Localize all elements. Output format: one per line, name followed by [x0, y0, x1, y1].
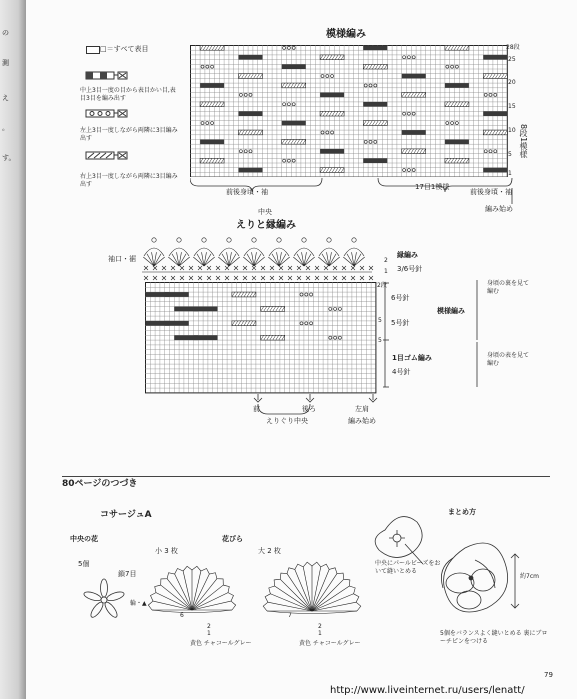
collar-label-front: 前 — [253, 405, 260, 413]
stitch-symbol — [200, 83, 224, 88]
petals-large: 大 2 枚 — [258, 547, 281, 555]
pattern-label-body-left: 前後身頃・袖 — [226, 188, 268, 196]
assembly-note-1: 中央にパールビーズをおいて縫いとめる — [375, 560, 441, 575]
stitch-symbol — [402, 74, 426, 79]
stitch-symbol — [402, 130, 426, 135]
large-num-2: 2 — [318, 623, 322, 630]
stitch-symbol — [200, 140, 224, 145]
stitch-symbol — [483, 55, 507, 60]
stitch-symbol — [282, 140, 306, 145]
stitch-symbol — [445, 158, 469, 163]
stitch-symbol — [261, 307, 285, 312]
legend-text-left-3: 左上3目一度しながら両隣に3目編み出す — [80, 127, 178, 142]
petal-fan-stitches — [148, 566, 235, 612]
center-flower-count: 5個 — [78, 560, 90, 568]
pattern-label-center: 中央 — [258, 208, 272, 216]
chain-label: 鎖7目 — [118, 570, 137, 578]
size-label: 約7cm — [520, 573, 539, 580]
pattern-side-note: 8段1模様 — [519, 124, 528, 159]
row-label-1: 1 — [508, 170, 512, 177]
small-num-2: 2 — [207, 623, 211, 630]
stitch-symbol — [445, 83, 469, 88]
row-mark-5a: 5 — [378, 317, 382, 324]
stitch-symbol — [232, 292, 256, 297]
row-mark-5b: 5 — [378, 337, 382, 344]
yarn-small: 黄色 チャコールグレー — [190, 640, 252, 647]
stitch-symbol — [282, 83, 306, 88]
stitch-symbol — [282, 64, 306, 69]
yarn-large: 黄色 チャコールグレー — [299, 640, 361, 647]
stitch-symbol — [445, 140, 469, 145]
crochet-edge-chart — [140, 236, 380, 282]
pattern-label-start: 編み始め — [485, 205, 513, 213]
source-url[interactable]: http://www.liveinternet.ru/users/lenatt/ — [330, 685, 525, 696]
stitch-symbol — [320, 93, 344, 98]
stitch-symbol — [320, 149, 344, 154]
rib-needle: 4号針 — [392, 368, 411, 376]
collar-label-back: 後ろ — [302, 405, 316, 413]
edge-needle: 3/6号針 — [397, 265, 423, 273]
gutter-char: す。 — [2, 154, 16, 162]
crochet-edge-stitches — [142, 238, 373, 280]
large-num-1: 1 — [318, 630, 322, 637]
row-label-25: 25 — [508, 56, 516, 63]
pattern-chart-grid — [190, 45, 508, 177]
small-num-6: 6 — [180, 612, 184, 619]
stitch-symbol — [282, 121, 306, 126]
edge-title: 縁編み — [397, 251, 418, 259]
stitch-symbol — [239, 130, 263, 135]
edge-mark-2: 2 — [384, 257, 388, 264]
row-mark-2: 2段 — [377, 282, 387, 289]
center-flower-title: 中央の花 — [70, 535, 98, 543]
stitch-symbol — [363, 102, 387, 107]
gutter-char: 測 — [2, 59, 9, 67]
stitch-symbol — [200, 46, 224, 51]
petals-title: 花びら — [222, 535, 243, 543]
stitch-symbol — [402, 93, 426, 98]
legend-text-right-3: 右上3目一度しながら両隣に3目編み出す — [80, 173, 178, 188]
legend-text-plain: □＝すべて表目 — [100, 45, 149, 53]
stitch-symbol — [483, 111, 507, 116]
collar-chart-grid — [145, 282, 377, 394]
petal-large-diagram — [262, 553, 362, 618]
stitch-symbol — [239, 74, 263, 79]
pattern-label-repeat: 17目1模様 — [415, 183, 450, 191]
collar-left-label: 袖口・裾 — [108, 255, 136, 263]
side-note-front: 身頃の表を見て編む — [487, 352, 530, 367]
stitch-symbol — [445, 102, 469, 107]
collar-label-neck-center: えりぐり中央 — [266, 417, 308, 425]
stitch-symbol — [174, 335, 198, 340]
stitch-symbol — [174, 307, 198, 312]
needle-5: 5号針 — [391, 319, 410, 327]
stitch-symbol — [146, 321, 170, 326]
binding-gutter — [0, 0, 26, 699]
stitch-symbol — [445, 46, 469, 51]
small-num-1: 1 — [207, 630, 211, 637]
stitch-symbol — [239, 168, 263, 173]
stitch-symbol — [320, 168, 344, 173]
stitch-symbol — [261, 335, 285, 340]
page-number: 79 — [544, 671, 553, 679]
row-label-10: 10 — [508, 127, 516, 134]
corsage-title: コサージュA — [100, 510, 152, 520]
gutter-char: え — [2, 94, 9, 102]
stitch-symbol — [363, 121, 387, 126]
stitch-symbol — [200, 102, 224, 107]
petal-fan-stitches — [263, 562, 361, 613]
stitch-symbol — [239, 111, 263, 116]
rib-label: 1目ゴム編み — [392, 354, 432, 362]
legend-box-plain — [86, 46, 100, 54]
stitch-symbol — [483, 130, 507, 135]
collar-bottom-arrows — [150, 392, 390, 432]
petal-small-diagram — [145, 558, 240, 618]
row-label-15: 15 — [508, 103, 516, 110]
pattern-label-body-right: 前後身頃・袖 — [470, 188, 512, 196]
stitch-symbol — [320, 55, 344, 60]
stitch-symbol — [402, 149, 426, 154]
pattern-title: 模様編み — [326, 29, 366, 40]
assembly-title: まとめ方 — [448, 508, 476, 516]
stitch-symbol — [320, 111, 344, 116]
assembly-note-2: 5個をバランスよく縫いとめる 裏にブローチピンをつける — [440, 630, 548, 645]
stitch-symbol — [483, 74, 507, 79]
collar-pattern-label: 模様編み — [437, 307, 465, 315]
edge-mark-1: 1 — [384, 268, 388, 275]
stitch-symbol — [363, 158, 387, 163]
side-note-back: 身頃の裏を見て編む — [487, 280, 530, 295]
collar-label-left-shoulder: 左肩 — [355, 405, 369, 413]
row-label-20: 20 — [508, 79, 516, 86]
center-flower-diagram — [80, 578, 130, 623]
needle-6: 6号針 — [391, 294, 410, 302]
stitch-symbol — [232, 321, 256, 326]
section-divider — [62, 476, 550, 477]
row-label-28: 28段 — [506, 44, 520, 51]
legend-text-center-3: 中上3目一度の目から表目かい目,表目3目を編み出す — [80, 87, 176, 102]
stitch-symbol — [146, 292, 170, 297]
stitch-symbol — [363, 64, 387, 69]
stitch-symbol — [483, 168, 507, 173]
stitch-symbol — [239, 55, 263, 60]
large-num-7: 7 — [288, 612, 292, 619]
continuation-title: 80ページのつづき — [62, 479, 138, 489]
stitch-symbol — [200, 158, 224, 163]
collar-label-start: 編み始め — [348, 417, 376, 425]
gutter-char: 。 — [2, 124, 9, 132]
collar-title: えりと縁編み — [236, 220, 296, 231]
stitch-symbol — [363, 46, 387, 51]
gutter-char: の — [2, 29, 9, 37]
ring-label: 輪・▲ — [130, 600, 147, 607]
pattern-bottom-brackets — [190, 176, 520, 216]
row-label-5: 5 — [508, 151, 512, 158]
petals-small: 小 3 枚 — [155, 547, 178, 555]
